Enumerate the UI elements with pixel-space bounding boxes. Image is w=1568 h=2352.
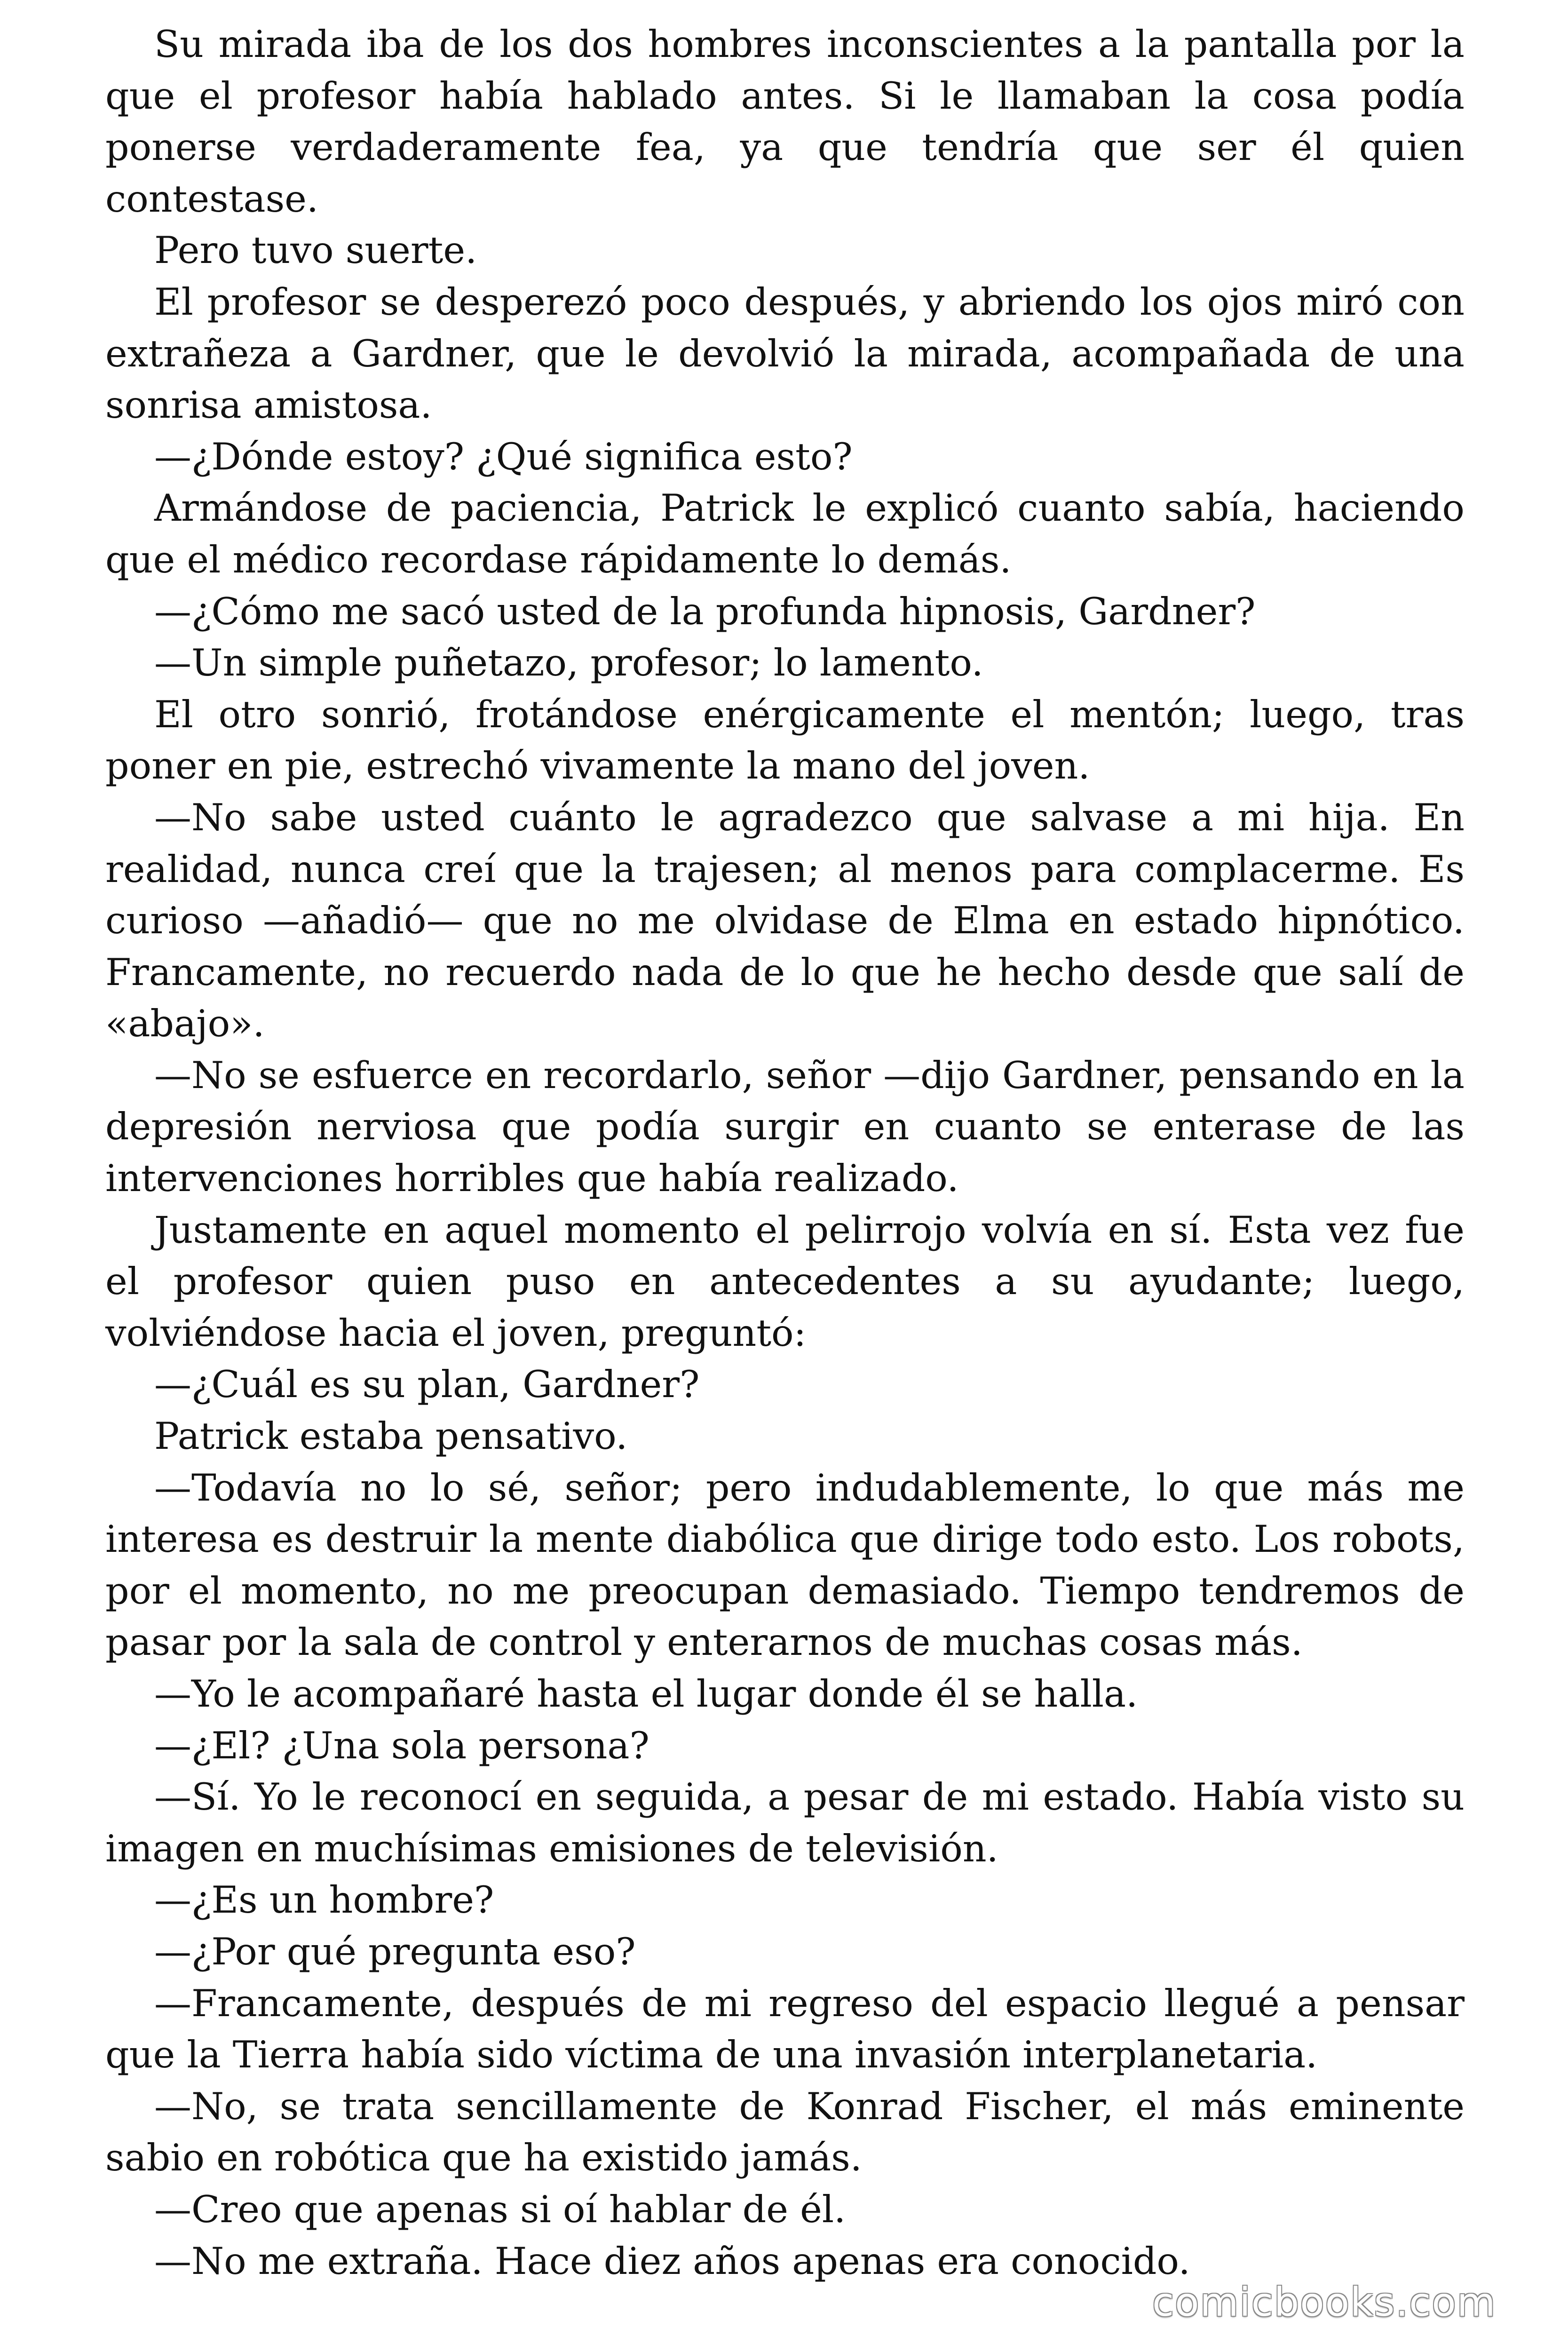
paragraph: —Un simple puñetazo, profesor; lo lamento. [154, 641, 983, 685]
paragraph: Pero tuvo suerte. [154, 229, 477, 272]
paragraph: —¿El? ¿Una sola persona? [154, 1724, 649, 1767]
paragraph: Su mirada iba de los dos hombres inconscientes a la pantalla por la que el profesor había hablado antes. Si le llamaban la cosa podía ponerse verdaderamente fea, ya que tendría que ser él quien contestase. [105, 23, 1465, 221]
paragraph: —¿Por qué pregunta eso? [154, 1930, 636, 1973]
paragraph: El otro sonrió, frotándose enérgicamente el mentón; luego, tras poner en pie, estrechó vivamente la mano del joven. [105, 692, 1465, 788]
watermark: comicbooks.com [1152, 2279, 1497, 2325]
paragraph: —Todavía no lo sé, señor; pero indudablemente, lo que más me interesa es destruir la mente diabólica que dirige todo esto. Los robots, por el momento, no me preocupan demasiado. Tiempo tendremos de pasar por la sala de control y enterarnos de muchas cosas más. [105, 1466, 1465, 1664]
paragraph: —¿Dónde estoy? ¿Qué significa esto? [154, 435, 853, 478]
paragraph: Justamente en aquel momento el pelirrojo volvía en sí. Esta vez fue el profesor quien puso en antecedentes a su ayudante; luego, volviéndose hacia el joven, preguntó: [105, 1208, 1465, 1355]
paragraph: El profesor se desperezó poco después, y abriendo los ojos miró con extrañeza a Gardner, que le devolvió la mirada, acompañada de una sonrisa amistosa. [105, 280, 1465, 427]
page-text [105, 19, 1465, 2287]
paragraph: —Creo que apenas si oí hablar de él. [154, 2187, 846, 2231]
paragraph: —Francamente, después de mi regreso del espacio llegué a pensar que la Tierra había sido víctima de una invasión interplanetaria. [105, 1981, 1465, 2077]
paragraph: —¿Cómo me sacó usted de la profunda hipnosis, Gardner? [154, 589, 1256, 633]
paragraph: —Sí. Yo le reconocí en seguida, a pesar de mi estado. Había visto su imagen en muchísimas emisiones de televisión. [105, 1775, 1465, 1870]
paragraph: Armándose de paciencia, Patrick le explicó cuanto sabía, haciendo que el médico recordase rápidamente lo demás. [105, 486, 1465, 581]
paragraph: —¿Es un hombre? [154, 1878, 494, 1922]
paragraph: —¿Cuál es su plan, Gardner? [154, 1363, 700, 1406]
paragraph: —No sabe usted cuánto le agradezco que salvase a mi hija. En realidad, nunca creí que la trajesen; al menos para complacerme. Es curioso —añadió— que no me olvidase de Elma en estado hipnótico. Francamente, no recuerdo nada de lo que he hecho desde que salí de «abajo». [105, 795, 1465, 1046]
paragraph: —No me extraña. Hace diez años apenas era conocido. [154, 2239, 1190, 2283]
paragraph: —No se esfuerce en recordarlo, señor —dijo Gardner, pensando en la depresión nerviosa que podía surgir en cuanto se enterase de las intervenciones horribles que había realizado. [105, 1053, 1465, 1200]
paragraph: —No, se trata sencillamente de Konrad Fischer, el más eminente sabio en robótica que ha existido jamás. [105, 2084, 1465, 2180]
paragraph: —Yo le acompañaré hasta el lugar donde él se halla. [154, 1672, 1138, 1716]
paragraph: Patrick estaba pensativo. [154, 1414, 628, 1458]
